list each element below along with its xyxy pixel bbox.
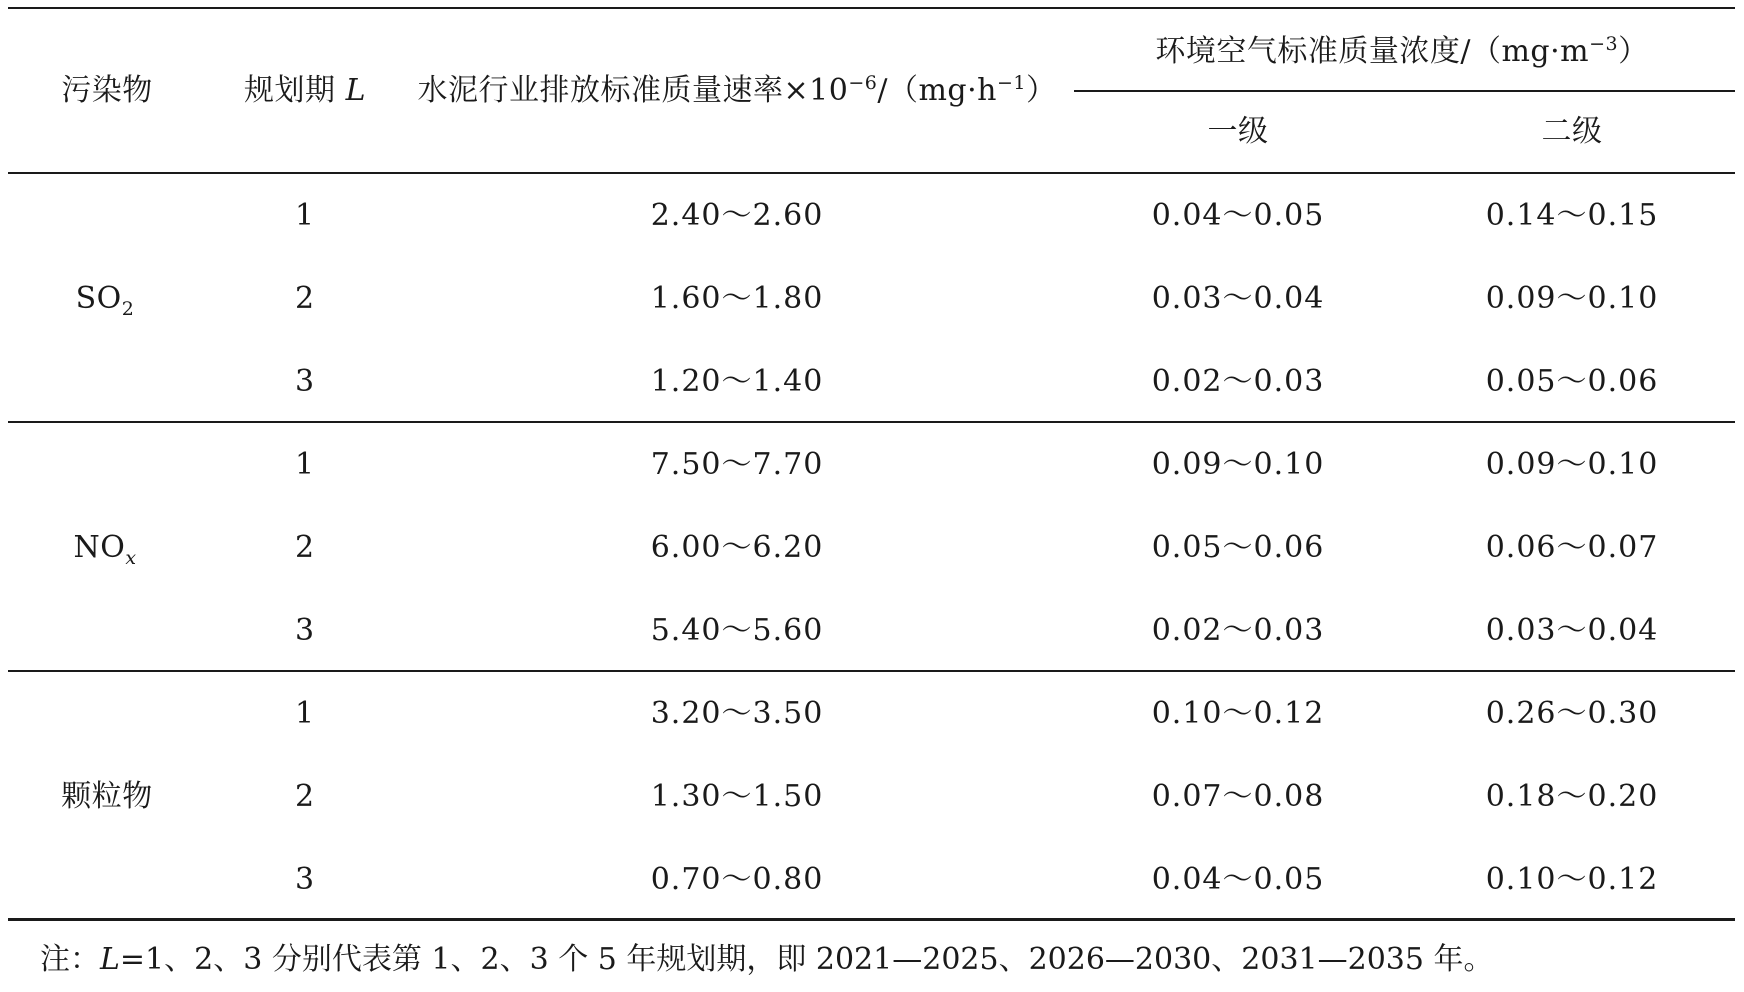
group-divider-rule-2	[8, 670, 1735, 672]
rate-cell: 5.40～5.60	[650, 613, 824, 648]
period-cell: 3	[294, 613, 316, 648]
rate-cell: 1.20～1.40	[650, 364, 824, 399]
grade1-cell: 0.07～0.08	[1151, 779, 1325, 814]
rate-cell: 2.40～2.60	[650, 198, 824, 233]
rate-cell: 1.60～1.80	[650, 281, 824, 316]
rate-cell: 3.20～3.50	[650, 696, 824, 731]
header-concentration	[1155, 33, 1649, 69]
header-sub-rule	[1074, 90, 1735, 92]
period-cell: 2	[294, 779, 316, 814]
period-cell: 1	[294, 447, 316, 482]
group-divider-rule-1	[8, 421, 1735, 423]
header-pollutant-text: 污染物	[61, 73, 153, 108]
pollutant-label	[73, 530, 137, 569]
grade1-cell: 0.04～0.05	[1151, 862, 1325, 897]
header-period-var: L	[345, 73, 366, 108]
pollutant-label	[61, 779, 153, 814]
pollutant-label	[75, 281, 135, 320]
header-period	[244, 73, 366, 108]
footnote-text: =1、2、3 分别代表第 1、2、3 个 5 年规划期，即 2021—2025、2026—2030、2031—2035 年。	[119, 942, 1494, 977]
grade2-cell: 0.14～0.15	[1485, 198, 1659, 233]
rate-cell: 6.00～6.20	[650, 530, 824, 565]
grade1-cell: 0.09～0.10	[1151, 447, 1325, 482]
grade2-cell: 0.09～0.10	[1485, 281, 1659, 316]
pollutant-sub: x	[125, 547, 137, 569]
header-conc-close: ）	[1618, 34, 1649, 69]
grade1-cell: 0.02～0.03	[1151, 613, 1325, 648]
header-rate-unit-exp: −1	[996, 72, 1026, 94]
header-conc-exp: −3	[1589, 33, 1619, 55]
grade2-cell: 0.09～0.10	[1485, 447, 1659, 482]
grade1-cell: 0.10～0.12	[1151, 696, 1325, 731]
pollutant-sub: 2	[121, 298, 135, 320]
period-cell: 1	[294, 198, 316, 233]
grade1-cell: 0.04～0.05	[1151, 198, 1325, 233]
grade2-cell: 0.06～0.07	[1485, 530, 1659, 565]
grade1-cell: 0.05～0.06	[1151, 530, 1325, 565]
footnote-var: L	[100, 942, 120, 977]
period-cell: 2	[294, 530, 316, 565]
period-cell: 3	[294, 862, 316, 897]
table-footnote	[40, 934, 1494, 978]
period-cell: 3	[294, 364, 316, 399]
rate-cell: 1.30～1.50	[650, 779, 824, 814]
header-rate	[417, 72, 1057, 108]
header-pollutant	[61, 73, 153, 108]
header-rate-unit: /（mg·h	[877, 73, 997, 108]
table-top-rule	[8, 7, 1735, 9]
header-rate-close: ）	[1025, 73, 1057, 108]
footnote-prefix: 注：	[40, 942, 100, 977]
header-conc-text: 环境空气标准质量浓度/（mg·m	[1155, 34, 1590, 69]
header-rate-text: 水泥行业排放标准质量速率×10	[417, 73, 849, 108]
header-grade2-text: 二级	[1541, 114, 1603, 149]
grade1-cell: 0.02～0.03	[1151, 364, 1325, 399]
header-period-text: 规划期	[244, 73, 336, 108]
pollutant-base: NO	[73, 530, 126, 565]
grade2-cell: 0.10～0.12	[1485, 862, 1659, 897]
rate-cell: 0.70～0.80	[650, 862, 824, 897]
grade2-cell: 0.03～0.04	[1485, 613, 1659, 648]
grade2-cell: 0.05～0.06	[1485, 364, 1659, 399]
pollutant-base: 颗粒物	[61, 779, 153, 814]
period-cell: 1	[294, 696, 316, 731]
grade1-cell: 0.03～0.04	[1151, 281, 1325, 316]
header-grade1-text: 一级	[1207, 114, 1269, 149]
grade2-cell: 0.26～0.30	[1485, 696, 1659, 731]
grade2-cell: 0.18～0.20	[1485, 779, 1659, 814]
header-grade1	[1207, 114, 1269, 149]
header-rate-exp: −6	[848, 72, 878, 94]
header-bottom-rule	[8, 172, 1735, 174]
rate-cell: 7.50～7.70	[650, 447, 824, 482]
table-bottom-rule	[8, 918, 1735, 921]
header-grade2	[1541, 114, 1603, 149]
period-cell: 2	[294, 281, 316, 316]
pollutant-base: SO	[75, 281, 122, 316]
